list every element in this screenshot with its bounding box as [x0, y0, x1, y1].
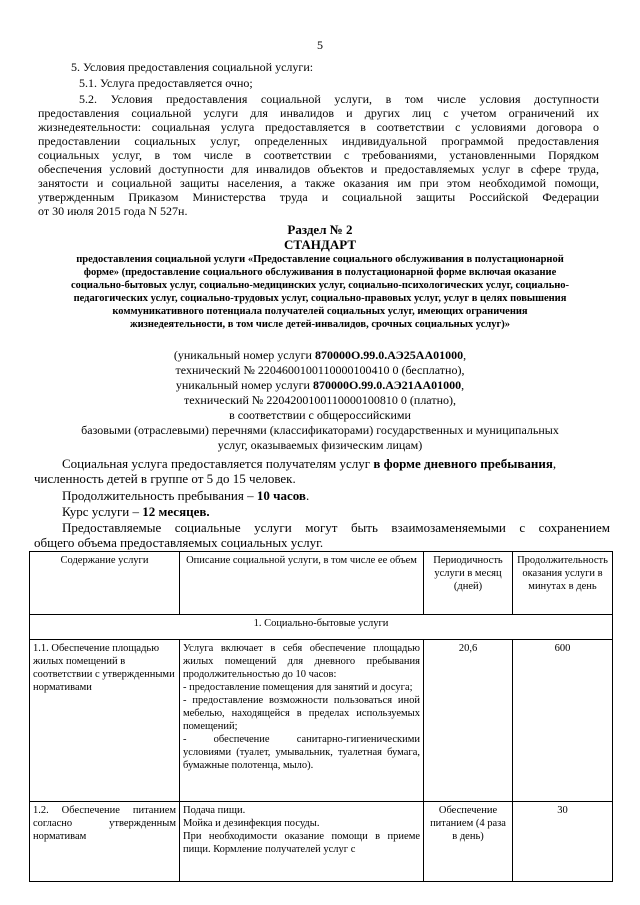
classifier-line: базовыми (отраслевыми) перечнями (классификаторами) государственных и муниципальных — [81, 423, 559, 437]
service-code-line: уникальный номер услуги 870000О.99.0.АЭ21АА01000, — [175, 378, 465, 392]
intro-line: 5.2. Условия предоставления социальной услуги, в том числе условия доступности — [79, 92, 599, 106]
services-table — [29, 551, 613, 882]
table-section-row — [30, 615, 613, 640]
service-code: 870000О.99.0.АЭ21АА01000 — [312, 378, 462, 392]
standard-title-line: форме» (предоставление социального обслуживания в полустационарной форме включая оказание — [83, 267, 557, 278]
service-period-cell: 20,6 — [424, 640, 513, 802]
standard-title-line: коммуникативного потенциала получателей социальных услуг, имеющих ограничения — [112, 306, 528, 317]
intro-line: обеспечения условий доступности для инвалидов объектов и предоставляемых услуг в сфере труда, — [38, 162, 599, 176]
section-title: Раздел № 2 — [287, 222, 353, 237]
page-number: 5 — [317, 38, 323, 52]
standard-title-line: предоставления социальной услуги «Предоставление социального обслуживания в полустационарной — [76, 254, 564, 265]
paragraph-interchange: общего объема предоставляемых социальных услуг. — [34, 535, 324, 550]
table-header-cell: Периодичность услуги в месяц (дней) — [424, 552, 513, 615]
table-row — [30, 802, 613, 882]
service-name-cell: 1.1. Обеспечение площадью жилых помещений в соответствии с утвержденными нормативами — [30, 640, 180, 802]
intro-line: предоставлении социальных услуг, определенных индивидуальной программой предоставления — [38, 134, 599, 148]
technical-number-line: технический № 2204600100110000100410 0 (бесплатно), — [175, 363, 465, 377]
paragraph-group-size: численность детей в группе от 5 до 15 человек. — [34, 471, 296, 486]
intro-line: 5.1. Услуга предоставляется очно; — [79, 76, 253, 90]
service-period-cell: Обеспечение питанием (4 раза в день) — [424, 802, 513, 882]
table-header-row — [30, 552, 613, 615]
service-name-cell: 1.2. Обеспечение питанием согласно утвержденным нормативам — [30, 802, 180, 882]
table-header-cell: Содержание услуги — [30, 552, 180, 615]
section-subtitle: СТАНДАРТ — [283, 237, 356, 252]
service-description-cell: Услуга включает в себя обеспечение площадью жилых помещений для дневного пребывания продолжительностью до 10 часов: - предоставление помещения для занятий и досуга; - предоставление возможности пользоваться иной мебелью, находящейся в пределах используемых помещений; - обеспечение санитарно-гигиеническими условиями (туалет, умывальник, туалетная бумага, бумажные полотенца, мыло). — [180, 640, 424, 802]
service-description-cell: Подача пищи. Мойка и дезинфекция посуды. При необходимости оказание помощи в приеме пищи. Кормление получателей услуг с — [180, 802, 424, 882]
service-duration-cell: 600 — [513, 640, 613, 802]
table-row — [30, 640, 613, 802]
intro-line: предоставления социальной услуги для инвалидов и других лиц с учетом ограничений их — [38, 106, 599, 120]
table-header-cell: Продолжительность оказания услуги в минутах в день — [513, 552, 613, 615]
service-code: 870000О.99.0.АЭ25АА01000 — [314, 348, 464, 362]
classifier-line: услуг, оказываемых физическим лицам) — [217, 438, 423, 452]
paragraph-course: Курс услуги – 12 месяцев. — [62, 504, 210, 519]
paragraph-interchange: Предоставляемые социальные услуги могут быть взаимозаменяемыми с сохранением — [62, 520, 610, 535]
table-section-title: 1. Социально-бытовые услуги — [30, 615, 613, 640]
table-header-cell: Описание социальной услуги, в том числе ее объем — [180, 552, 424, 615]
service-duration-cell: 30 — [513, 802, 613, 882]
intro-line: жизнедеятельности: социальная услуга предоставляется в соответствии с условиями договора о — [38, 120, 599, 134]
technical-number-line: технический № 2204200100110000100810 0 (платно), — [183, 393, 456, 407]
service-code-line: (уникальный номер услуги 870000О.99.0.АЭ25АА01000, — [173, 348, 467, 362]
standard-title-line: социально-бытовых услуг, социально-медицинских услуг, социально-психологических услуг, социально- — [70, 280, 570, 291]
intro-line: от 30 июля 2015 года N 527н. — [38, 204, 188, 218]
intro-line: социальных услуг, в том числе в соответствии с требованиями, установленными Порядком — [38, 148, 599, 162]
standard-title-line: педагогических услуг, социально-трудовых услуг, социально-правовых услуг, услуг в целях повышения — [73, 293, 567, 304]
classifier-line: в соответствии с общероссийскими — [229, 408, 411, 422]
intro-line: 5. Условия предоставления социальной услуги: — [71, 60, 314, 74]
paragraph-duration: Продолжительность пребывания – 10 часов. — [62, 488, 310, 503]
intro-line: занятости и социальной защиты населения, а также оказания им при этом необходимой помощи, — [38, 176, 599, 190]
standard-title-line: жизнедеятельности, в том числе детей-инвалидов, срочных социальных услуг)» — [129, 319, 511, 330]
paragraph-form: Социальная услуга предоставляется получателям услуг в форме дневного пребывания, — [62, 456, 557, 471]
intro-line: утвержденным Приказом Министерства труда и социальной защиты Российской Федерации — [38, 190, 599, 204]
